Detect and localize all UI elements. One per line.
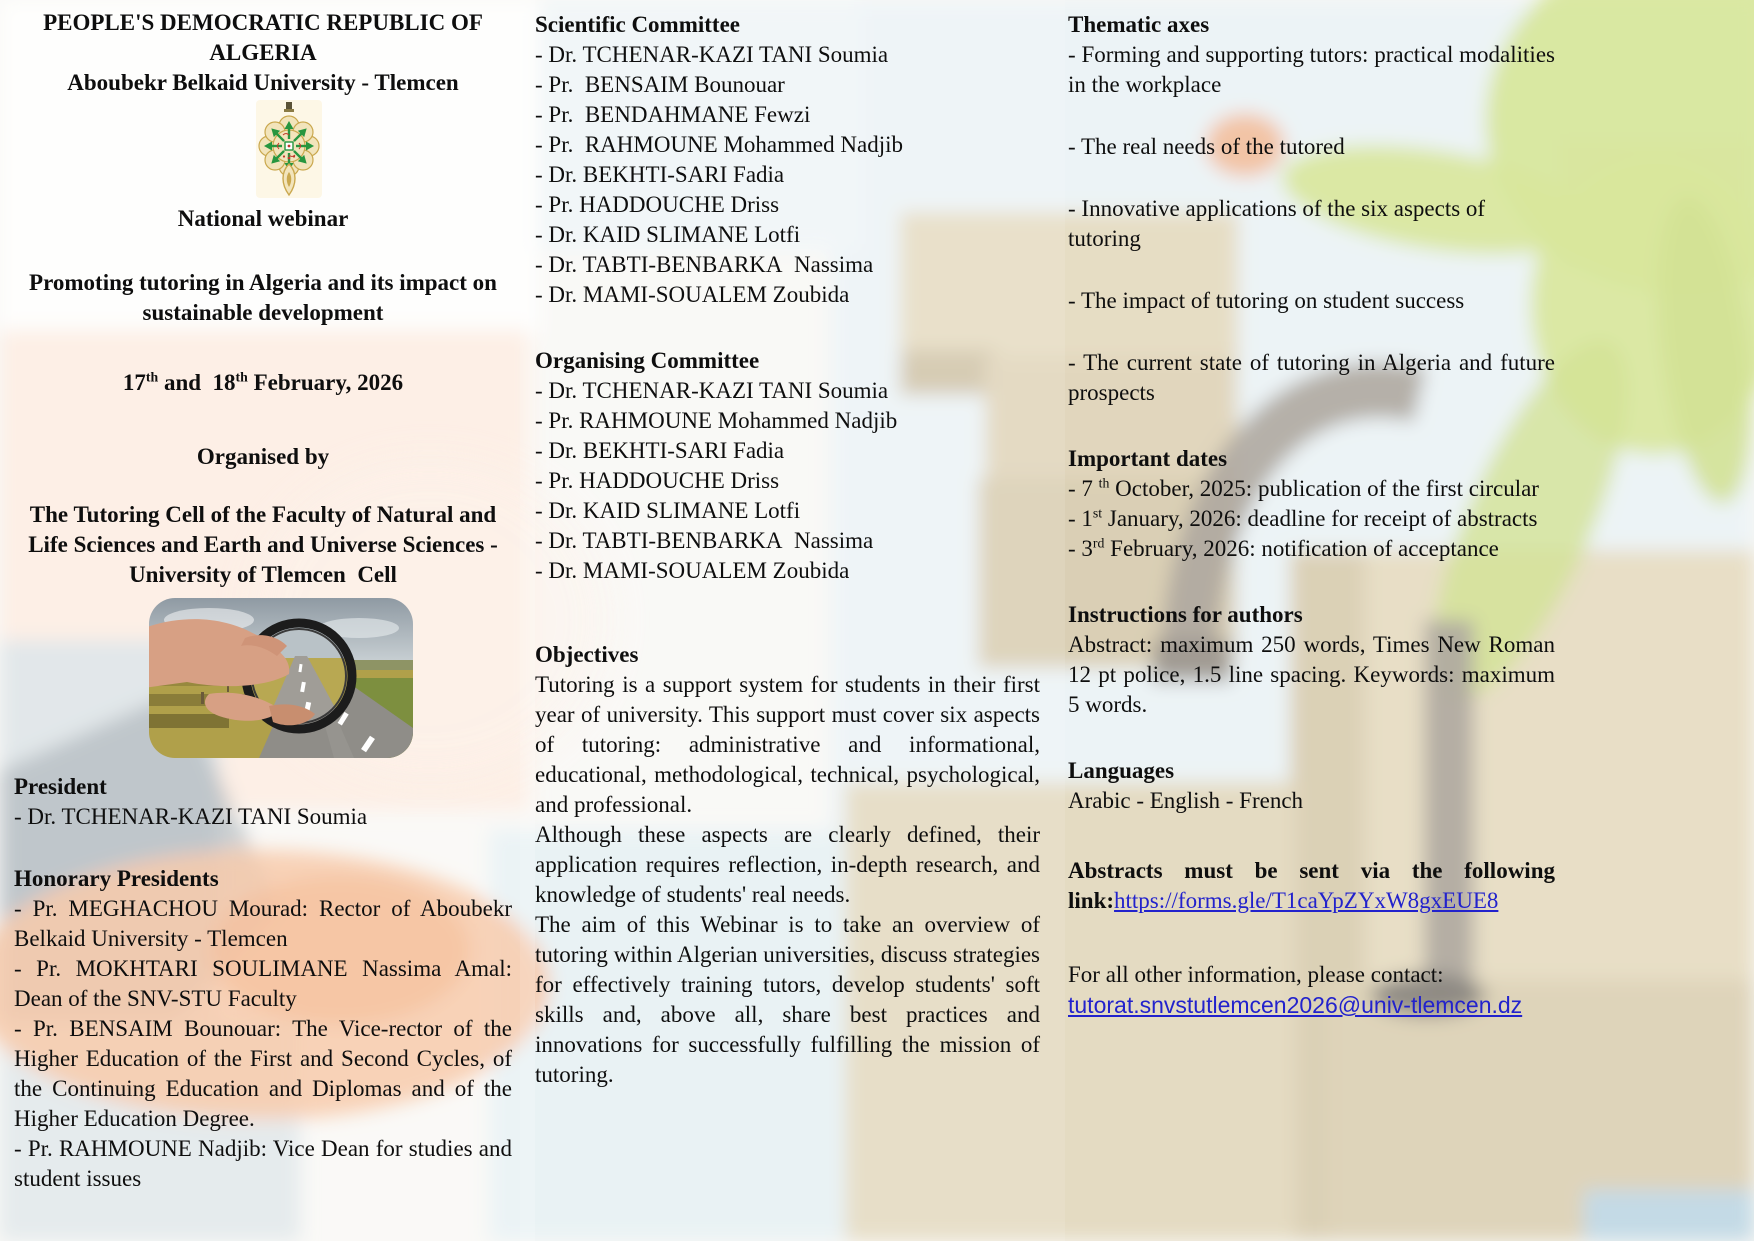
objectives-paragraph: Tutoring is a support system for students in their first year of university. This support must cover six aspects of tutoring: administrative and informational, educational, methodological, technical, psychological, and professional. [535,672,1040,817]
thematic-axes-heading: Thematic axes [1068,12,1210,37]
thematic-axis: - Forming and supporting tutors: practical modalities in the workplace [1068,42,1555,97]
committee-member: - Dr. MAMI-SOUALEM Zoubida [535,558,850,583]
languages-list: Arabic - English - French [1068,788,1304,813]
objectives-paragraph: Although these aspects are clearly defined, their application requires reflection, in-depth research, and knowledge of students' real needs. [535,822,1040,907]
thematic-axis: - The current state of tutoring in Algeria and future prospects [1068,350,1555,405]
president-name: - Dr. TCHENAR-KAZI TANI Soumia [14,804,368,829]
honorary-item: - Pr. BENSAIM Bounouar: The Vice-rector of the Higher Education of the First and Second Cycles, of the Continuing Education and Diplomas and of the Higher Education Degree. [14,1016,512,1131]
objectives-paragraph: The aim of this Webinar is to take an overview of tutoring within Algerian universities, discuss strategies for effectively training tutors, develop students' soft skills and, above all, share best practices and innovations for successfully fulfilling the mission of tutoring. [535,912,1040,1087]
instructions-heading: Instructions for authors [1068,602,1303,627]
date-superscript: th [235,369,248,385]
date-superscript: th [145,369,159,385]
lens-road-photo [149,598,413,758]
committee-member: - Pr. RAHMOUNE Mohammed Nadjib [535,408,898,433]
university-name: Aboubekr Belkaid University - Tlemcen [67,70,459,95]
committee-member: - Pr. HADDOUCHE Driss [535,192,780,217]
university-logo [256,100,322,198]
abstracts-submission [1068,856,1555,916]
honorary-item: - Pr. MEGHACHOU Mourad: Rector of Aboubekr Belkaid University - Tlemcen [14,896,512,951]
committee-member: - Dr. KAID SLIMANE Lotfi [535,498,801,523]
event-type: National webinar [177,206,349,231]
committee-member: - Dr. TABTI-BENBARKA Nassima [535,528,874,553]
committee-member: - Pr. RAHMOUNE Mohammed Nadjib [535,132,903,157]
date-superscript: th [1098,475,1110,491]
date-superscript: rd [1092,535,1105,551]
abstract-form-link[interactable]: https://forms.gle/T1caYpZYxW8gxEUE8 [1114,888,1499,913]
committee-member: - Pr. BENSAIM Bounouar [535,72,785,97]
event-title: Promoting tutoring in Algeria and its impact on sustainable development [29,270,497,325]
president-heading: President [14,774,107,799]
languages-heading: Languages [1068,758,1175,783]
instructions-text: Abstract: maximum 250 words, Times New Roman 12 pt police, 1.5 line spacing. Keywords: maximum 5 words. [1068,632,1555,717]
important-date: - 7 $^{th}$ October, 2025: publication of the first circular [1068,475,1539,501]
middle-column [535,0,1040,1241]
thematic-axis: - The impact of tutoring on student success [1068,288,1465,313]
committee-member: - Pr. BENDAHMANE Fewzi [535,102,811,127]
left-column [14,0,512,1241]
organised-by-label: Organised by [196,444,330,469]
country-title: PEOPLE'S DEMOCRATIC REPUBLIC OF ALGERIA [43,10,483,65]
honorary-item: - Pr. RAHMOUNE Nadjib: Vice Dean for studies and student issues [14,1136,512,1191]
committee-member: - Dr. KAID SLIMANE Lotfi [535,222,801,247]
organising-committee-heading: Organising Committee [535,348,760,373]
committee-member: - Dr. BEKHTI-SARI Fadia [535,162,785,187]
objectives-heading: Objectives [535,642,639,667]
committee-member: - Dr. TCHENAR-KAZI TANI Soumia [535,42,889,67]
committee-member: - Dr. BEKHTI-SARI Fadia [535,438,785,463]
organiser-name: The Tutoring Cell of the Faculty of Natural and Life Sciences and Earth and Universe Sciences - University of Tlemcen Cell [28,502,498,587]
committee-member: - Dr. TABTI-BENBARKA Nassima [535,252,874,277]
important-dates-heading: Important dates [1068,446,1228,471]
important-date: - 1st January, 2026: deadline for receipt of abstracts [1068,505,1538,531]
contact-lead-text: For all other information, please contact: [1068,962,1444,987]
scientific-committee-heading: Scientific Committee [535,12,741,37]
important-date: - 3rd February, 2026: notification of acceptance [1068,535,1499,561]
thematic-axis: - The real needs of the tutored [1068,134,1345,159]
abstracts-lead-text: Abstracts must be sent via the following link: [1068,858,1555,913]
contact-email-link[interactable]: tutorat.snvstutlemcen2026@univ-tlemcen.dz [1068,992,1523,1018]
committee-member: - Pr. HADDOUCHE Driss [535,468,780,493]
committee-member: - Dr. MAMI-SOUALEM Zoubida [535,282,850,307]
thematic-axis: - Innovative applications of the six aspects of tutoring [1068,196,1486,251]
honorary-heading: Honorary Presidents [14,866,219,891]
committee-member: - Dr. TCHENAR-KAZI TANI Soumia [535,378,889,403]
honorary-item: - Pr. MOKHTARI SOULIMANE Nassima Amal: Dean of the SNV-STU Faculty [14,956,512,1011]
event-date: 17th and 18th February, 2026 [122,369,404,395]
date-superscript: st [1092,505,1103,521]
right-column [1068,0,1555,1241]
